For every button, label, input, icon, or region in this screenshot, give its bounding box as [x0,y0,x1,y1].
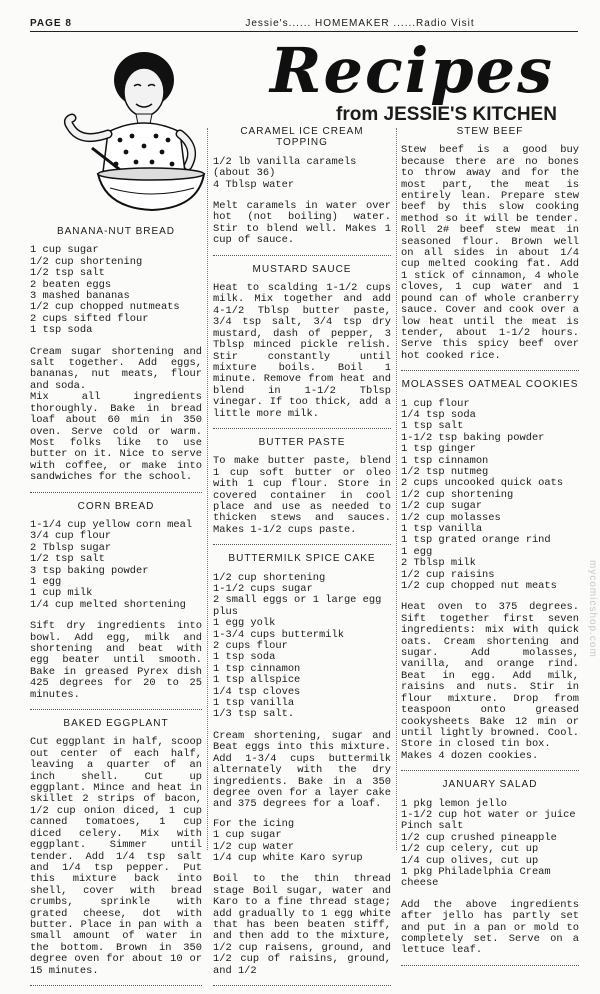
running-header [30,18,578,32]
masthead-recipes: Recipes [270,34,554,107]
column-1 [30,226,202,994]
masthead-from-line: from JESSIE'S KITCHEN [336,104,557,125]
ingredient: 1/2 tsp salt [30,553,105,566]
directions: Cut eggplant in half, scoop out center of each half, leaving a quarter of an inch shell. Cut up eggplant. Mince and heat in skillet 2 strips of bacon, 1/2 cup onion diced, 1 cup canned tomatoes, 1 cup diced celery. Mix with eggplant. Simmer until tender. Add 1/4 tsp salt and 1/4 tsp pepper. Put this mixture back into shell, cover with bread crumbs, sprinkle with grated cheese, dot with butter. Place in pan with a small amount of water in the bottom. Brown in 350 degree oven for about 10 or 15 minutes. [30,736,202,977]
header-title: Jessie's...... HOMEMAKER ......Radio Visit [245,18,475,29]
recipe-january-salad [401,779,579,957]
ingredient: 3 tsp baking powder [30,564,149,577]
section-divider [401,370,579,371]
section-divider [30,709,202,710]
ingredient: 2 cups flour [213,640,288,653]
recipe-caramel-topping [213,126,391,247]
ingredient: 2 Tblsp milk [401,557,476,570]
recipe-title: MOLASSES OATMEAL COOKIES [401,379,579,391]
recipe-title: BANANA-NUT BREAD [56,226,176,237]
ingredient: 1-1/2 cups sugar [213,583,313,595]
recipe-molasses-oatmeal-cookies [401,379,579,762]
column-2 [213,126,391,994]
recipe-buttermilk-spice-cake [213,553,391,977]
ingredient: 1 cup sugar [30,244,99,257]
ingredient: 1 cup flour [401,397,470,410]
directions: Stew beef is a good buy because there are no bones to throw away and for the most part, the meat is entirely lean. Prepare stew beef by this slow cooking method so it will be tender. Roll 2# beef stew meat in seasoned flour. Brown well on all sides in about 1/4 cup melted cooking fat. Add 1 stick of cinnamon, 4 whole cloves, 1 cup water and 1 pound can of whole cranberry sauce. Cover and cook over a low heat until the meat is tender, about 1-1/2 hours. Serve this spicy beef over hot cooked rice. [401,144,579,362]
ingredient-list [213,157,391,191]
recipe-mustard-sauce [213,264,391,420]
ingredient-list [213,573,391,721]
recipe-title: CORN BREAD [77,500,155,512]
column-divider-1 [207,128,208,850]
section-divider [213,255,391,256]
recipe-title: BUTTERMILK SPICE CAKE [228,553,376,565]
ingredient: 1 tsp cinnamon [213,662,301,675]
ingredient: 1/2 cup shortening [401,488,514,501]
directions: To make butter paste, blend 1 cup soft butter or oleo with 1 cup flour. Store in covered container in cool place and use as needed to thicken stews and sauces. Makes 1-1/2 cups paste. [213,455,391,536]
recipe-title: CARAMEL ICE CREAM TOPPING [240,126,364,149]
ingredient: 1-1/4 cup yellow corn meal [30,518,193,531]
recipe-title: STEW BEEF [456,126,524,137]
directions-yield: Makes 4 dozen cookies. [401,749,539,762]
ingredient: 1/2 cup molasses [401,511,501,524]
ingredient: 2 Tblsp sugar [30,541,112,554]
section-divider [30,492,202,493]
ingredient: 2 small eggs or 1 large egg plus [213,594,382,618]
ingredient: 3/4 cup flour [30,530,112,543]
icing-directions: Boil to the thin thread stage Boil sugar, water and Karo to a fine thread stage; add gradually to 1 egg white that has been beaten stiff, and then add to the mixture, 1/2 cup raisens, ground, and 1/2 cup of raisins, ground, and 1/2 [213,873,391,977]
ingredient: 1/4 cup olives, cut up [401,854,539,867]
recipe-title: BUTTER PASTE [258,436,346,448]
ingredient-list [401,799,579,890]
directions: Heat oven to 375 degrees. Sift together first seven ingredients: mix with quick oats. Cream shortening and sugar. Add molasses, vanilla, and orange rind. Beat in egg. Add milk, raisins and nuts. Stir in flour mixture. Drop from teaspoon onto greased cookysheets Bake 12 min or until lightly browned. Cool. Store in closed tin box. [401,601,579,751]
section-divider [213,428,391,429]
ingredient: 1/2 cup water [213,840,295,853]
ingredient-list [30,520,202,611]
recipe-corn-bread [30,501,202,702]
ingredient: 1 tsp cinnamon [401,454,489,467]
column-divider-2 [396,128,397,850]
ingredient: 1/2 tsp salt [30,267,105,280]
directions: Mix all ingredients thoroughly. Bake in bread loaf about 60 min in 350 oven. Serve cold or warm. Most folks like to use butter on it. Nice to serve with coffee, or make into sandwiches for the school. [30,391,202,484]
ingredient: 1/3 tsp salt. [213,708,295,721]
chef-drawing [58,40,218,216]
ingredient: 1 tsp ginger [401,443,476,456]
directions: Cream shortening, sugar and Beat eggs into this mixture. Add 1-3/4 cups buttermilk alternately with the dry ingredients. Bake in a 350 degree oven for a layer cake and 375 degrees for a loaf. [213,729,391,811]
ingredient: 2 cups uncooked quick oats [401,477,564,490]
ingredient: For the icing [213,817,295,830]
ingredient: 1/2 tsp nutmeg [401,465,489,478]
ingredient: 4 Tblsp water [213,178,295,191]
ingredient: 1 tsp soda [213,651,276,664]
ingredient: 1/2 cup chopped nut meats [401,580,557,593]
section-divider [213,544,391,545]
section-divider [213,985,391,986]
section-divider [30,985,202,986]
directions: Add the above ingredients after jello has partly set and put in a pan or mold to completely set. Serve on a lettuce leaf. [401,898,579,957]
ingredient: 1/2 cup shortening [213,571,326,584]
ingredient: 1 egg [401,545,433,558]
watermark: mycomicshop.com [587,560,598,658]
ingredient: 1 egg [30,575,62,588]
section-divider [401,965,579,966]
ingredient: 1/2 lb vanilla caramels (about 36) [213,155,357,180]
recipe-title: MUSTARD SAUCE [252,263,352,275]
directions: Melt caramels in water over hot (not boiling) water. Stir to blend well. Makes 1 cup of sauce. [213,200,391,247]
recipe-title: BAKED EGGPLANT [63,718,169,730]
ingredient: 1/2 cup crushed pineapple [401,831,557,844]
masthead [238,34,586,130]
ingredient: 1-1/2 cup hot water or juice [401,808,576,821]
section-divider [401,770,579,771]
ingredient: Pinch salt [401,820,464,833]
directions: Sift dry ingredients into bowl. Add egg, milk and shortening and beat with egg beater until smooth. Bake in greased Pyrex dish 425 degrees for 20 to 25 minutes. [30,620,202,701]
ingredient: 1 pkg lemon jello [401,797,508,810]
column-3 [401,126,579,974]
ingredient: 1/2 cup chopped nutmeats [30,301,180,314]
ingredient: 1 tsp vanilla [401,523,483,535]
ingredient: 1 cup sugar [213,829,282,842]
ingredient: 1/2 cup celery, cut up [401,843,539,856]
ingredient: 1/4 tsp soda [401,408,476,421]
recipe-banana-nut-bread [30,226,202,484]
ingredient: 1 tsp allspice [213,674,301,687]
header-rule [30,31,578,32]
ingredient: 1 tsp salt [401,420,464,433]
page-number: PAGE 8 [30,18,72,29]
ingredient: 1/2 cup sugar [401,500,483,513]
ingredient: 1/2 cup shortening [30,255,143,268]
ingredient: 2 beaten eggs [30,278,112,291]
ingredient-list [30,245,202,336]
ingredient: 3 mashed bananas [30,290,130,303]
chef-illustration [58,40,218,216]
ingredient: 1 pkg Philadelphia Cream cheese [401,865,551,890]
ingredient: 1/2 cup raisins [401,568,495,581]
recipe-butter-paste [213,437,391,536]
ingredient: 1 cup milk [30,587,93,600]
ingredient: 1/4 cup white Karo syrup [213,851,363,864]
ingredient: 1-3/4 cups buttermilk [213,628,344,641]
ingredient-list [401,399,579,593]
recipe-baked-eggplant [30,718,202,977]
ingredient: 1/4 tsp cloves [213,685,301,698]
ingredient: 1 tsp grated orange rind [401,534,551,547]
ingredient: 1 egg yolk [213,617,276,630]
recipe-title: JANUARY SALAD [442,779,538,791]
ingredient: 1-1/2 tsp baking powder [401,431,545,444]
ingredient: 1 tsp soda [30,324,93,337]
ingredient: 1 tsp vanilla [213,697,295,710]
directions: Heat to scalding 1-1/2 cups milk. Mix together and add 4-1/2 Tblsp butter paste, 3/4 tsp salt, 3/4 tsp dry mustard, dash of pepper, 3 Tblsp minced pickle relish. Stir constantly until mixture boils. Boil 1 minute. Remove from heat and blend in 1-1/2 Tblsp vinegar. If too thick, add a little more milk. [213,282,391,420]
recipe-stew-beef [401,126,579,362]
ingredient: 1/4 cup melted shortening [30,598,186,611]
icing-ingredient-list [213,819,391,865]
ingredient: 2 cups sifted flour [30,312,149,325]
directions: Cream sugar shortening and salt together. Add eggs, bananas, nut meats, flour and soda. [30,345,202,392]
